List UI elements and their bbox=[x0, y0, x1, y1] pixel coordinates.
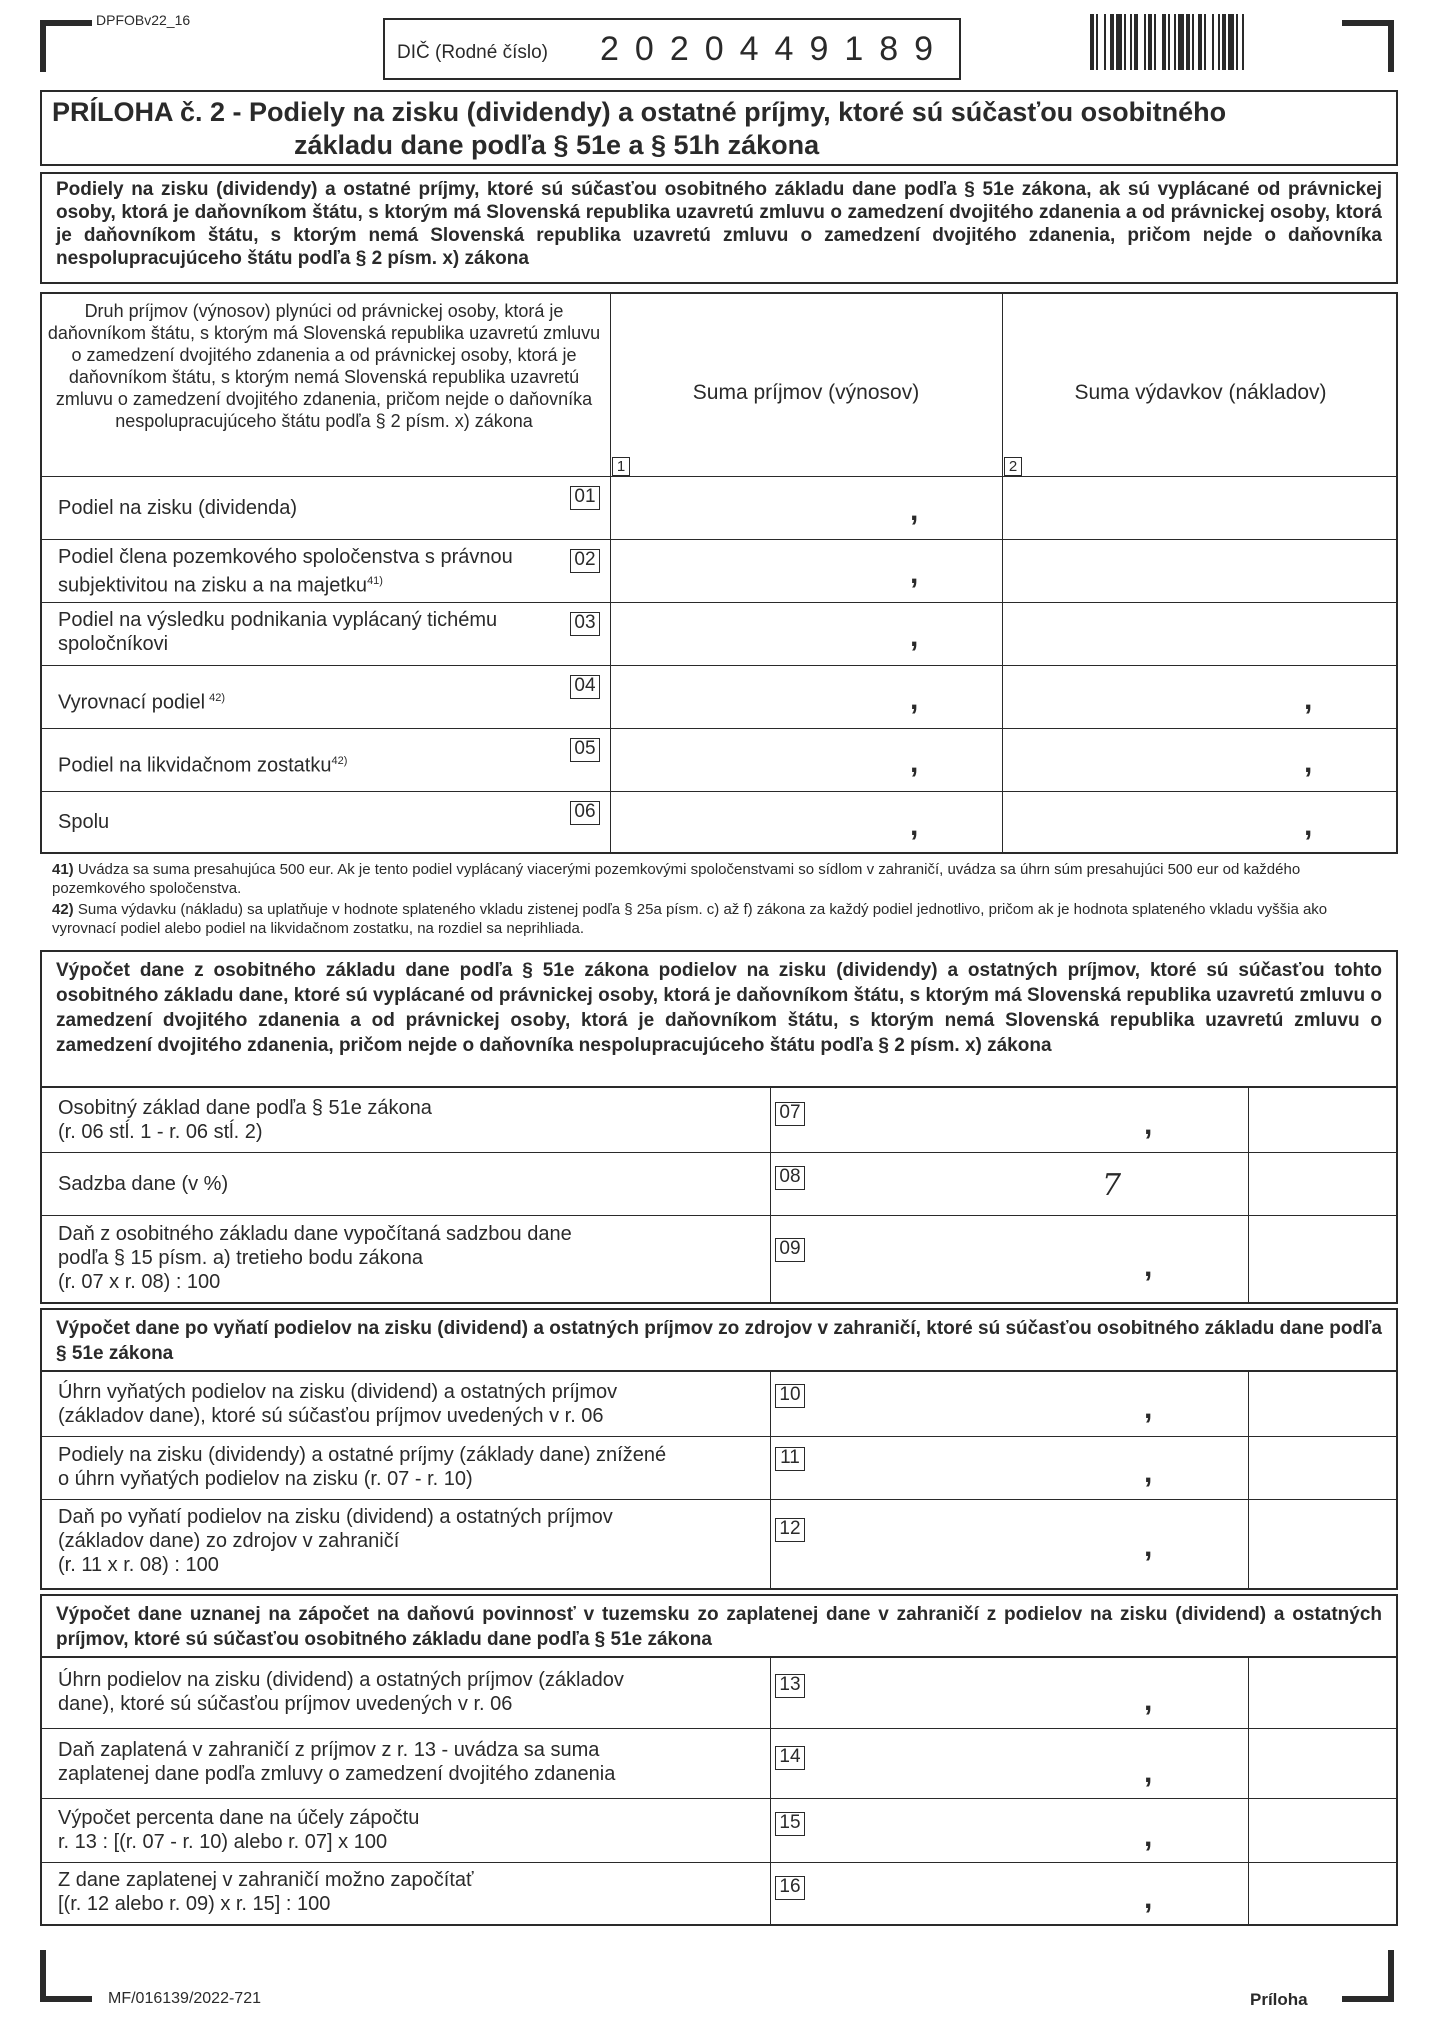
row-05-income-field[interactable] bbox=[611, 729, 1002, 791]
row-10-comma: , bbox=[1144, 1392, 1153, 1425]
row-13-number: 13 bbox=[775, 1674, 805, 1698]
row-08-tax-rate-value[interactable]: 7 bbox=[1102, 1168, 1122, 1203]
row-16-label: Z dane zaplatenej v zahraničí možno započítať [(r. 12 alebo r. 09) x r. 15] : 100 bbox=[58, 1869, 474, 1915]
income-table bbox=[40, 292, 1398, 854]
row-02-expense-field[interactable] bbox=[1003, 540, 1398, 602]
row-13-label: Úhrn podielov na zisku (dividend) a ostatných príjmov (základov dane), ktoré sú súčasťou príjmov uvedených v r. 06 bbox=[58, 1669, 624, 1715]
footer-label: Príloha bbox=[1250, 1990, 1308, 2009]
row-07-label: Osobitný základ dane podľa § 51e zákona (r. 06 stĺ. 1 - r. 06 stĺ. 2) bbox=[58, 1097, 432, 1143]
footnote-41: 41) Uvádza sa suma presahujúca 500 eur. Ak je tento podiel vyplácaný viacerými pozemkovými spoločenstvami so sídlom v zahraničí, uvádza sa úhrn súm presahujúci 500 eur od každého pozemkového spoločenstva. bbox=[52, 861, 1301, 897]
row-12-number: 12 bbox=[775, 1518, 805, 1542]
dic-label: DIČ (Rodné číslo) bbox=[397, 42, 548, 63]
tax-calc-table bbox=[40, 1088, 1398, 1304]
row-15-comma: , bbox=[1144, 1820, 1153, 1853]
section2-heading: Výpočet dane z osobitného základu dane podľa § 51e zákona podielov na zisku (dividendy) a ostatných príjmov, ktoré sú súčasťou tohto osobitného základu dane, ktoré sú vyplácané od právnickej osoby, ktorá je daňovníkom štátu, s ktorým má Slovenská republika uzavretú zmluvu o zamedzení dvojitého zdanenia a od právnickej osoby, ktorá je daňovníkom štátu, s ktorým nemá Slovenská republika uzavretú zmluvu o zamedzení dvojitého zdanenia, pričom nejde o daňovníka nespolupracujúceho štátu podľa § 2 písm. x) zákona bbox=[40, 950, 1398, 1088]
row-12-value-field[interactable] bbox=[771, 1500, 1248, 1588]
row-04-income-comma: , bbox=[910, 683, 919, 716]
row-03-income-field[interactable] bbox=[611, 603, 1002, 665]
row-05-number: 05 bbox=[570, 738, 600, 762]
row-15-value-field[interactable] bbox=[771, 1799, 1248, 1862]
row-08-label: Sadzba dane (v %) bbox=[58, 1173, 229, 1195]
row-14-number: 14 bbox=[775, 1746, 805, 1770]
corner-mark-top-left bbox=[40, 20, 92, 72]
row-14-label: Daň zaplatená v zahraničí z príjmov z r. 13 - uvádza sa suma zaplatenej dane podľa zmluvy o zamedzení dvojitého zdanenia bbox=[58, 1739, 616, 1785]
row-06-income-field[interactable] bbox=[611, 792, 1002, 854]
row-03-label: Podiel na výsledku podnikania vyplácaný tichému spoločníkovi bbox=[58, 609, 498, 655]
row-07-comma: , bbox=[1144, 1108, 1153, 1141]
row-07-number: 07 bbox=[775, 1102, 805, 1126]
dic-value[interactable]: 2020449189 bbox=[600, 30, 950, 68]
row-16-number: 16 bbox=[775, 1876, 805, 1900]
row-01-number: 01 bbox=[570, 486, 600, 510]
row-13-value-field[interactable] bbox=[771, 1658, 1248, 1728]
column-header-expenses: Suma výdavkov (nákladov) bbox=[1074, 381, 1327, 404]
corner-mark-bottom-right bbox=[1342, 1950, 1394, 2002]
row-04-expense-field[interactable] bbox=[1003, 666, 1398, 728]
row-09-value-field[interactable] bbox=[771, 1216, 1248, 1302]
row-01-label: Podiel na zisku (dividenda) bbox=[58, 497, 298, 519]
table-header-description: Druh príjmov (výnosov) plynúci od právnickej osoby, ktorá je daňovníkom štátu, s ktorým má Slovenská republika uzavretú zmluvu o zamedzení dvojitého zdanenia a od právnickej osoby, ktorá je daňovníkom štátu, s ktorým nemá Slovenská republika uzavretú zmluvu o zamedzení dvojitého zdanenia, pričom nejde o daňovníka nespolupracujúceho štátu podľa § 2 písm. x) zákona bbox=[47, 301, 601, 431]
row-12-comma: , bbox=[1144, 1530, 1153, 1563]
row-04-expense-comma: , bbox=[1304, 683, 1313, 716]
row-11-label: Podiely na zisku (dividendy) a ostatné príjmy (základy dane) znížené o úhrn vyňatých podielov na zisku (r. 07 - r. 10) bbox=[58, 1444, 667, 1490]
row-11-number: 11 bbox=[775, 1447, 805, 1471]
form-code: DPFOBv22_16 bbox=[96, 12, 191, 28]
row-15-label: Výpočet percenta dane na účely zápočtu r. 13 : [(r. 07 - r. 10) alebo r. 07] x 100 bbox=[58, 1807, 420, 1853]
footnote-42: 42) Suma výdavku (nákladu) sa uplatňuje v hodnote splateného vkladu zistenej podľa § 25a písm. c) až f) zákona za každý podiel jednotlivo, pričom ak je hodnota splateného vkladu vyššia ako vyrovnací podiel alebo podiel na likvidačnom zostatku, na rozdiel sa neprihliada. bbox=[52, 901, 1328, 937]
row-06-expense-comma: , bbox=[1304, 809, 1313, 842]
credit-table bbox=[40, 1658, 1398, 1926]
row-02-income-comma: , bbox=[910, 557, 919, 590]
column-number-1: 1 bbox=[612, 457, 630, 476]
row-15-number: 15 bbox=[775, 1812, 805, 1836]
row-05-income-comma: , bbox=[910, 746, 919, 779]
row-09-number: 09 bbox=[775, 1238, 805, 1262]
footer-code: MF/016139/2022-721 bbox=[108, 1990, 261, 2007]
barcode bbox=[1090, 14, 1320, 70]
row-01-income-comma: , bbox=[910, 494, 919, 527]
corner-mark-top-right bbox=[1342, 20, 1394, 72]
exemption-table bbox=[40, 1372, 1398, 1590]
row-01-income-field[interactable] bbox=[611, 477, 1002, 539]
row-12-label: Daň po vyňatí podielov na zisku (dividend) a ostatných príjmov (základov dane) zo zdrojov v zahraničí (r. 11 x r. 08) : 100 bbox=[58, 1506, 613, 1576]
title-line-2: základu dane podľa § 51e a § 51h zákona bbox=[294, 130, 820, 160]
row-09-label: Daň z osobitného základu dane vypočítaná sadzbou dane podľa § 15 písm. a) tretieho bodu zákona (r. 07 x r. 08) : 100 bbox=[58, 1223, 572, 1293]
row-06-expense-field[interactable] bbox=[1003, 792, 1398, 854]
row-02-label: Podiel člena pozemkového spoločenstva s právnou subjektivitou na zisku a na majetku$^{41)}$ bbox=[58, 546, 513, 597]
row-07-value-field[interactable] bbox=[771, 1088, 1248, 1152]
row-09-comma: , bbox=[1144, 1250, 1153, 1283]
column-header-income: Suma príjmov (výnosov) bbox=[692, 381, 920, 404]
row-14-value-field[interactable] bbox=[771, 1729, 1248, 1798]
row-05-expense-field[interactable] bbox=[1003, 729, 1398, 791]
corner-mark-bottom-left bbox=[40, 1950, 92, 2002]
row-05-label: Podiel na likvidačnom zostatku$^{42)}$ bbox=[58, 754, 348, 777]
row-04-number: 04 bbox=[570, 675, 600, 699]
row-11-comma: , bbox=[1144, 1456, 1153, 1489]
row-03-expense-field[interactable] bbox=[1003, 603, 1398, 665]
row-06-income-comma: , bbox=[910, 809, 919, 842]
row-14-comma: , bbox=[1144, 1756, 1153, 1789]
row-01-expense-field[interactable] bbox=[1003, 477, 1398, 539]
section1-heading: Podiely na zisku (dividendy) a ostatné príjmy, ktoré sú súčasťou osobitného základu dane podľa § 51e zákona, ak sú vyplácané od právnickej osoby, ktorá je daňovníkom štátu, s ktorým má Slovenská republika uzavretú zmluvu o zamedzení dvojitého zdanenia a od právnickej osoby, ktorá je daňovníkom štátu, s ktorým nemá Slovenská republika uzavretú zmluvu o zamedzení dvojitého zdanenia, pričom nejde o daňovníka nespolupracujúceho štátu podľa § 2 písm. x) zákona bbox=[40, 172, 1398, 284]
row-10-number: 10 bbox=[775, 1384, 805, 1408]
row-10-label: Úhrn vyňatých podielov na zisku (dividend) a ostatných príjmov (základov dane), ktoré sú súčasťou príjmov uvedených v r. 06 bbox=[58, 1381, 618, 1427]
row-13-comma: , bbox=[1144, 1684, 1153, 1717]
section4-heading: Výpočet dane uznanej na zápočet na daňovú povinnosť v tuzemsku zo zaplatenej dane v zahraničí z podielov na zisku (dividend) a ostatných príjmov, ktoré sú súčasťou osobitného základu dane podľa § 51e zákona bbox=[40, 1594, 1398, 1658]
section3-heading: Výpočet dane po vyňatí podielov na zisku (dividend) a ostatných príjmov zo zdrojov v zahraničí, ktoré sú súčasťou osobitného základu dane podľa § 51e zákona bbox=[40, 1308, 1398, 1372]
row-04-income-field[interactable] bbox=[611, 666, 1002, 728]
row-16-comma: , bbox=[1144, 1882, 1153, 1915]
row-02-number: 02 bbox=[570, 549, 600, 573]
row-02-income-field[interactable] bbox=[611, 540, 1002, 602]
row-11-value-field[interactable] bbox=[771, 1437, 1248, 1499]
dic-box bbox=[383, 18, 961, 80]
page-title bbox=[40, 90, 1398, 166]
row-05-expense-comma: , bbox=[1304, 746, 1313, 779]
row-04-label: Vyrovnací podiel $^{42)}$ bbox=[58, 691, 226, 714]
row-06-number: 06 bbox=[570, 801, 600, 825]
row-03-number: 03 bbox=[570, 612, 600, 636]
row-06-label: Spolu bbox=[58, 811, 110, 833]
column-number-2: 2 bbox=[1004, 457, 1022, 476]
row-03-income-comma: , bbox=[910, 620, 919, 653]
row-10-value-field[interactable] bbox=[771, 1372, 1248, 1436]
row-16-value-field[interactable] bbox=[771, 1863, 1248, 1924]
row-08-number: 08 bbox=[775, 1166, 805, 1190]
title-line-1: PRÍLOHA č. 2 - Podiely na zisku (dividendy) a ostatné príjmy, ktoré sú súčasťou osobitného bbox=[52, 97, 1227, 127]
